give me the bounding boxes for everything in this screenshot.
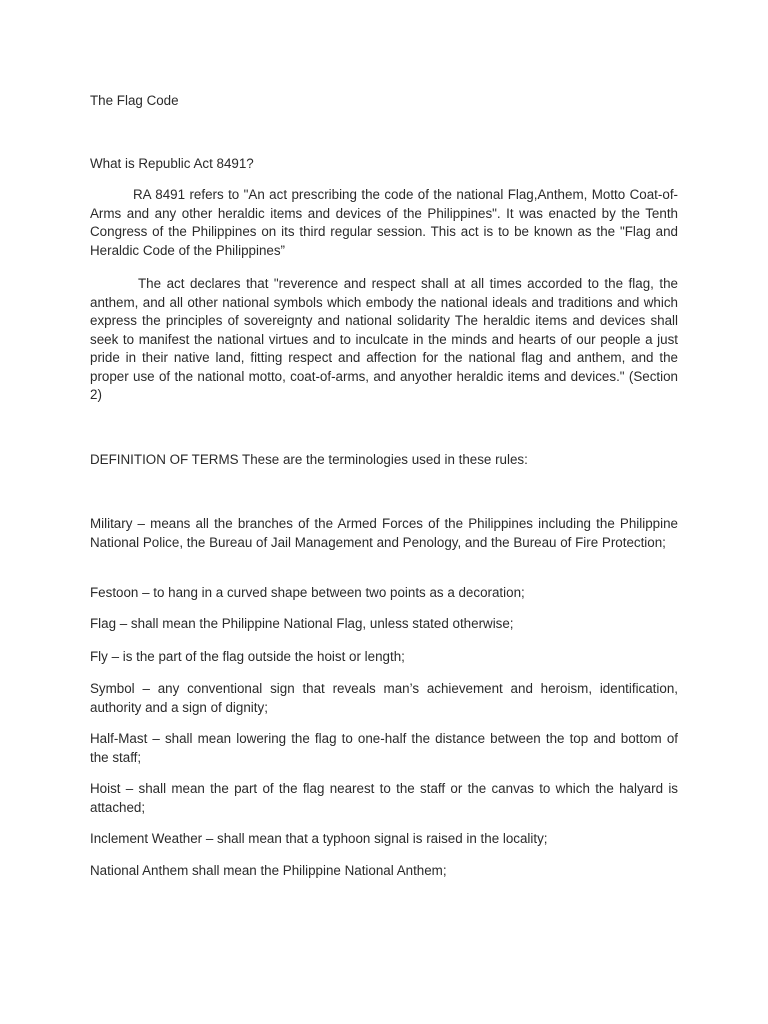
definition-flag: Flag – shall mean the Philippine National Flag, unless stated otherwise; [90,616,514,631]
definition-hoist: Hoist – shall mean the part of the flag nearest to the staff or the canvas to which the halyard is attached; [90,781,678,815]
declaration-paragraph: The act declares that "reverence and respect shall at all times accorded to the flag, the anthem, and all other national symbols which embody the national ideals and traditions and which express the principles of sovereignty and national solidarity The heraldic items and devices shall seek to manifest the national virtues and to inculcate in the minds and hearts of our people a just pride in their native land, fitting respect and affection for the national flag and anthem, and the proper use of the national motto, coat-of-arms, and anyother heraldic items and devices." (Section 2) [90,276,678,402]
definition-fly: Fly – is the part of the flag outside the hoist or length; [90,649,405,664]
definition-national-anthem: National Anthem shall mean the Philippine National Anthem; [90,863,447,878]
definition-inclement-weather: Inclement Weather – shall mean that a typhoon signal is raised in the locality; [90,831,548,846]
definition-symbol: Symbol – any conventional sign that reveals man’s achievement and heroism, identification, authority and a sign of dignity; [90,681,678,715]
question-heading: What is Republic Act 8491? [90,156,254,171]
document-title: The Flag Code [90,93,179,108]
intro-paragraph: RA 8491 refers to "An act prescribing the code of the national Flag,Anthem, Motto Coat-of-Arms and any other heraldic items and devices of the Philippines". It was enacted by the Tenth Congress of the Philippines on its third regular session. This act is to be known as the "Flag and Heraldic Code of the Philippines” [90,187,678,258]
definition-festoon: Festoon – to hang in a curved shape between two points as a decoration; [90,585,525,600]
definition-half-mast: Half-Mast – shall mean lowering the flag to one-half the distance between the top and bottom of the staff; [90,731,678,765]
definition-military: Military – means all the branches of the Armed Forces of the Philippines including the Philippine National Police, the Bureau of Jail Management and Penology, and the Bureau of Fire Protection; [90,516,678,550]
definitions-heading: DEFINITION OF TERMS These are the terminologies used in these rules: [90,452,528,467]
